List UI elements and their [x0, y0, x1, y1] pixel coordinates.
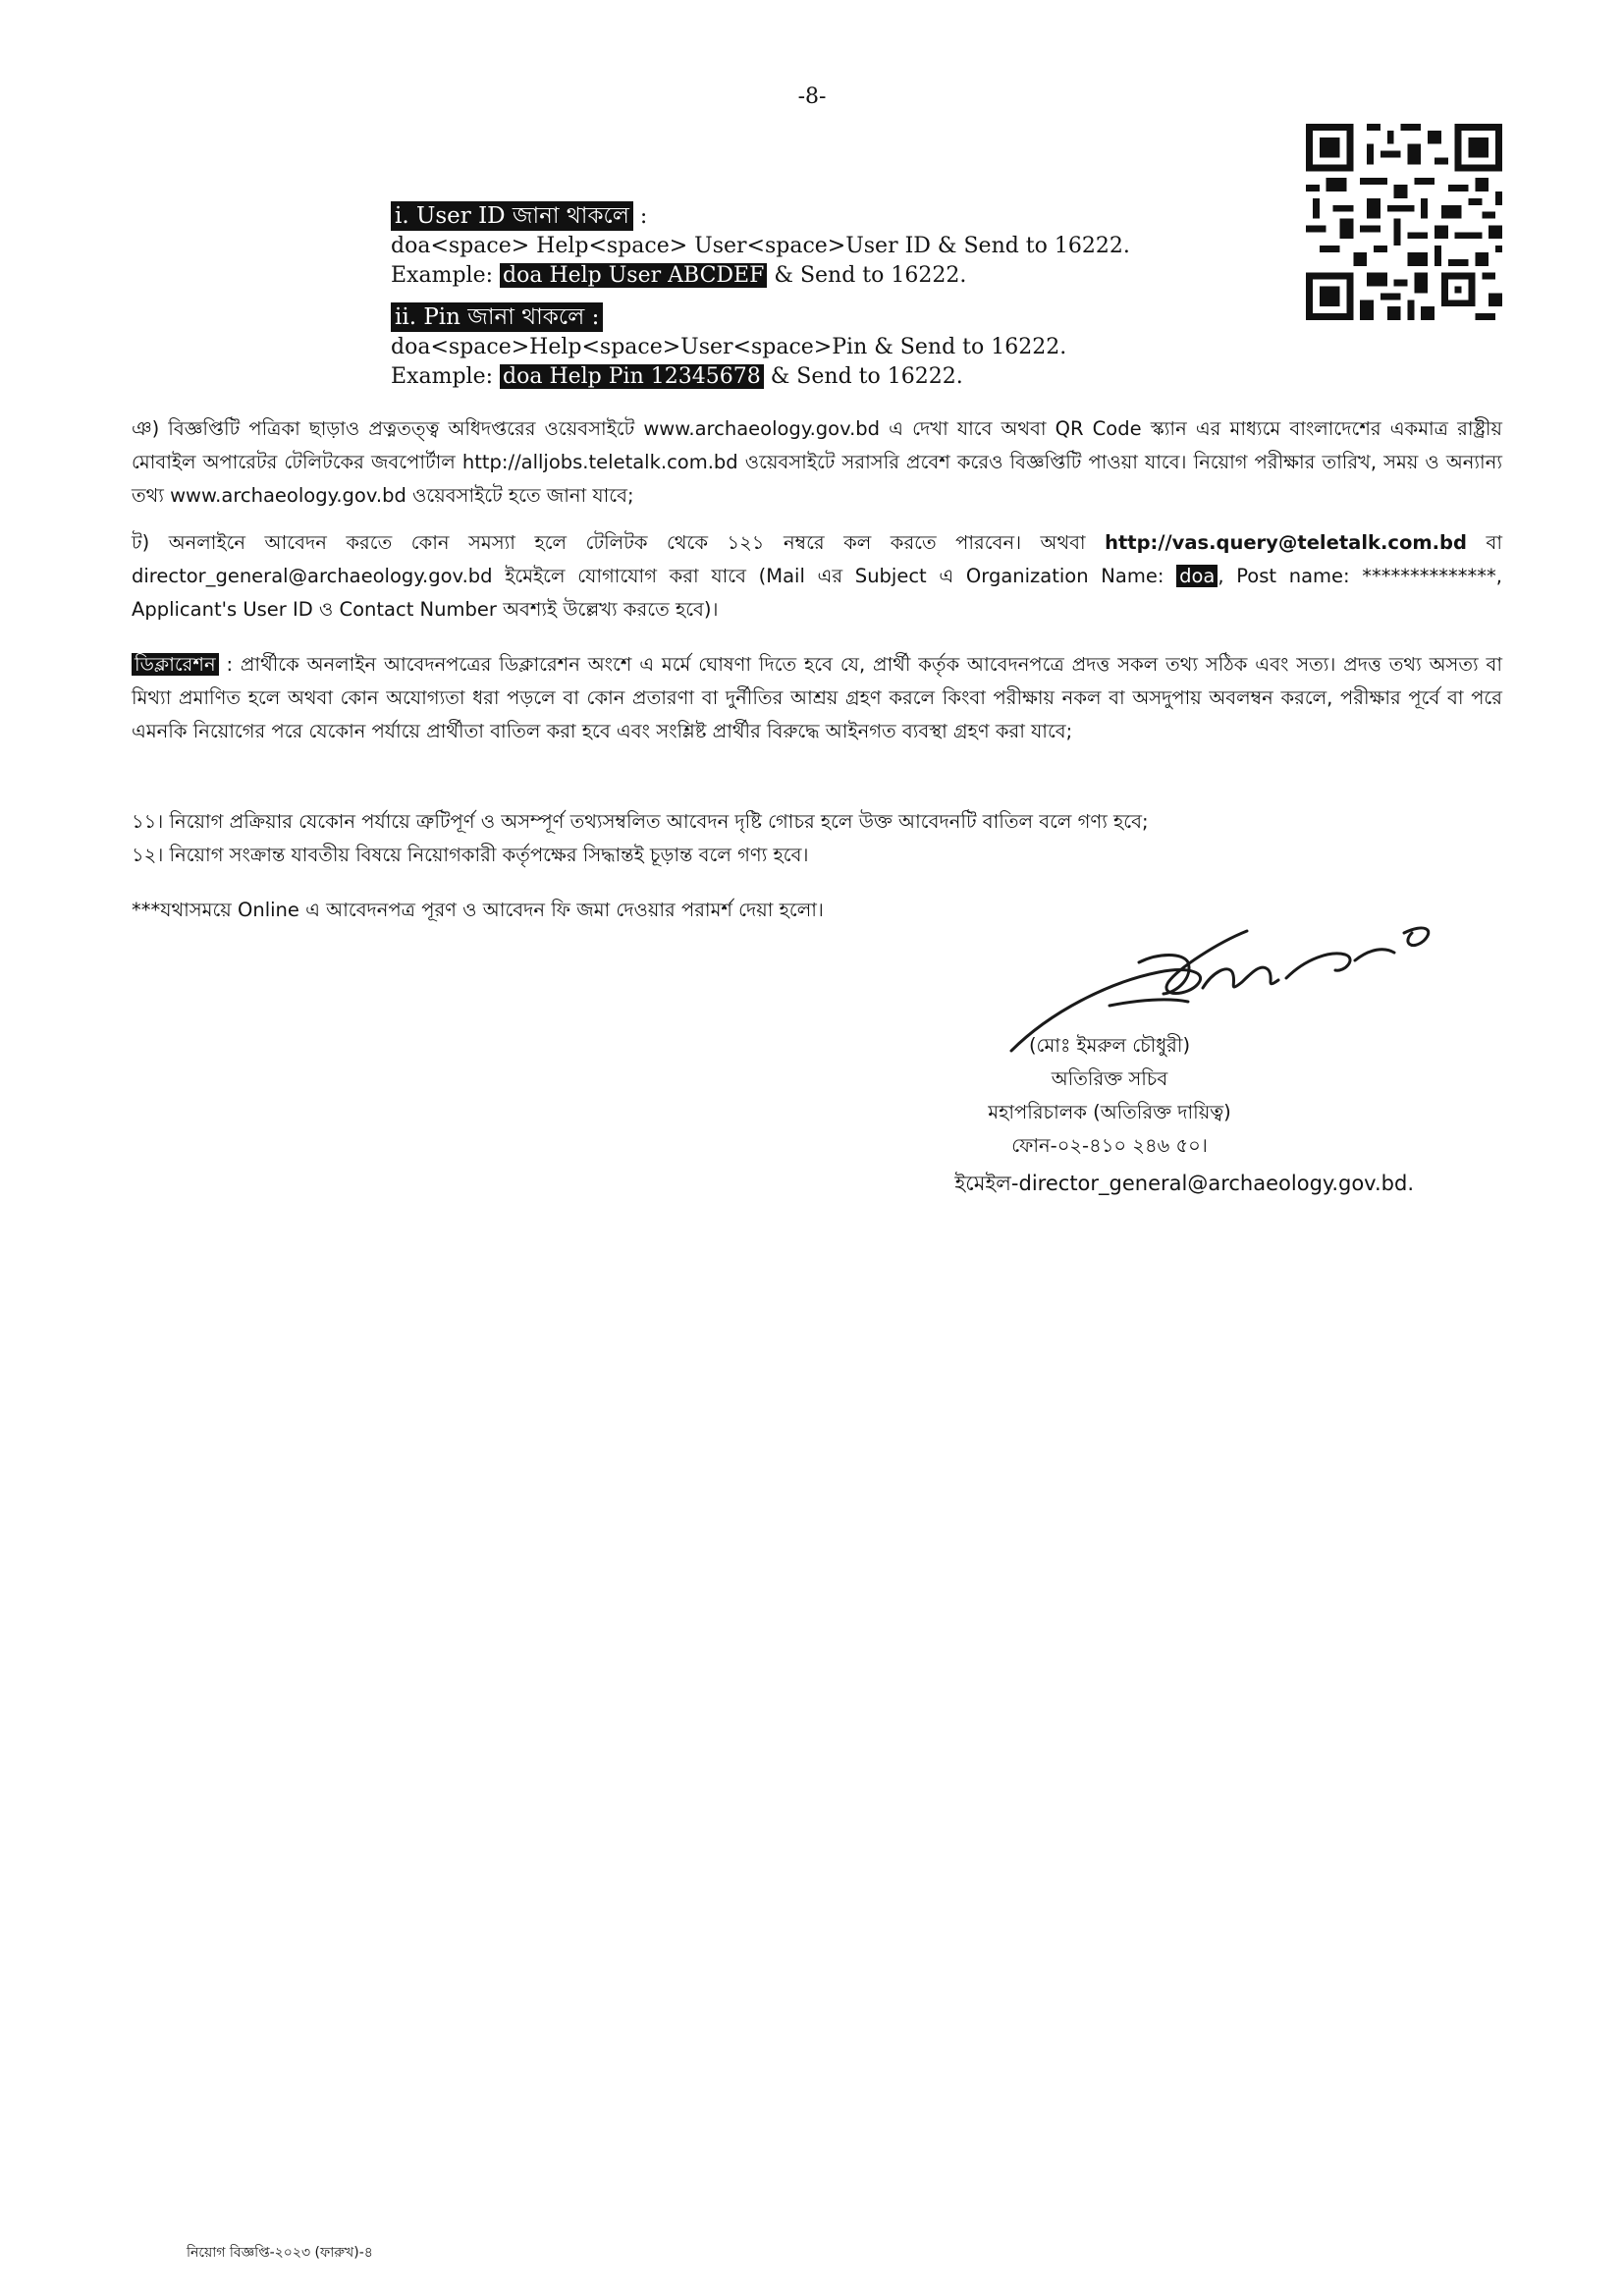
- signatory-role: মহাপরিচালক (অতিরিক্ত দায়িত্ব): [988, 1101, 1231, 1123]
- qr-code-icon[interactable]: [1306, 124, 1502, 320]
- organization-name-code: doa: [1176, 565, 1218, 587]
- pin-syntax: doa<space>Help<space>User<space>Pin & Send to 16222.: [391, 335, 1067, 359]
- item-12: ১২। নিয়োগ সংক্রান্ত যাবতীয় বিষয়ে নিয়োগকারী কর্তৃপক্ষের সিদ্ধান্তই চূড়ান্ত বলে গণ্য হবে।: [132, 844, 809, 866]
- signatory-name: (মোঃ ইমরুল চৌধুরী): [1028, 1034, 1191, 1057]
- pin-example-suffix: & Send to 16222.: [763, 364, 963, 389]
- user-id-header: i. User ID জানা থাকলে: [391, 201, 633, 231]
- teletalk-query-email[interactable]: http://vas.query@teletalk.com.bd: [1105, 531, 1467, 554]
- pin-header: ii. Pin জানা থাকলে :: [391, 302, 603, 332]
- item-11: ১১। নিয়োগ প্রক্রিয়ার যেকোন পর্যায়ে ত্রুটিপূর্ণ ও অসম্পূর্ণ তথ্যসম্বলিত আবেদন দৃষ্টি গোচর হলে উক্ত আবেদনটি বাতিল বলে গণ্য হবে;: [132, 810, 1149, 833]
- user-id-example-prefix: Example:: [391, 263, 500, 288]
- declaration-paragraph: [132, 648, 1502, 748]
- user-id-instructions: [391, 201, 1255, 291]
- paragraph-ni-text: ঞ) বিজ্ঞপ্তিটি পত্রিকা ছাড়াও প্রত্নতত্ত্ব অধিদপ্তরের ওয়েবসাইটে www.archaeology.gov.bd এ দেখা যাবে অথবা QR Code স্ক্যান এর মাধ্যমে বাংলাদেশের একমাত্র রাষ্ট্রীয় মোবাইল অপারেটর টেলিটকের জবপোর্টাল http://alljobs.teletalk.com.bd ওয়েবসাইটে সরাসরি প্রবেশ করেও বিজ্ঞপ্তিটি পাওয়া যাবে। নিয়োগ পরীক্ষার তারিখ, সময় ও অন্যান্য তথ্য www.archaeology.gov.bd ওয়েবসাইটে হতে জানা যাবে;: [132, 417, 1502, 507]
- declaration-label: ডিক্লারেশন: [132, 653, 219, 676]
- user-id-example-suffix: & Send to 16222.: [767, 263, 967, 288]
- paragraph-ta-part2: বা director_general@archaeology.gov.bd ইমেইলে যোগাযোগ করা যাবে (Mail এর Subject এ Organization Name:: [132, 531, 1502, 587]
- paragraph-ni: [132, 412, 1502, 513]
- signatory-email[interactable]: ইমেইল-director_general@archaeology.gov.bd.: [954, 1172, 1414, 1195]
- signatory-designation: অতিরিক্ত সচিব: [1051, 1067, 1168, 1090]
- pin-instructions: [391, 302, 1255, 392]
- pin-example-code: doa Help Pin 12345678: [500, 364, 764, 389]
- signatory-phone: ফোন-০২-৪১০ ২৪৬ ৫০।: [1011, 1134, 1208, 1157]
- numbered-items: [132, 805, 1502, 872]
- declaration-text: : প্রার্থীকে অনলাইন আবেদনপত্রের ডিক্লারেশন অংশে এ মর্মে ঘোষণা দিতে হবে যে, প্রার্থী কর্তৃক আবেদনপত্রে প্রদত্ত সকল তথ্য সঠিক এবং সত্য। প্রদত্ত তথ্য অসত্য বা মিথ্যা প্রমাণিত হলে অথবা কোন অযোগ্যতা ধরা পড়লে বা কোন প্রতারণা বা দুর্নীতির আশ্রয় গ্রহণ করলে কিংবা পরীক্ষায় নকল বা অসদুপায় অবলম্বন করলে, পরীক্ষার পূর্বে বা পরে এমনকি নিয়োগের পরে যেকোন পর্যায়ে প্রার্থীতা বাতিল করা হবে এবং সংশ্লিষ্ট প্রার্থীর বিরুদ্ধে আইনগত ব্যবস্থা গ্রহণ করা যাবে;: [132, 653, 1502, 742]
- paragraph-ta: [132, 526, 1502, 627]
- sms-instructions: [391, 201, 1255, 404]
- user-id-syntax: doa<space> Help<space> User<space>User ID & Send to 16222.: [391, 234, 1130, 258]
- page-number: -8-: [797, 84, 827, 109]
- user-id-example-code: doa Help User ABCDEF: [500, 263, 767, 288]
- footer-reference: নিয়োগ বিজ্ঞপ্তি-২০২৩ (ফারুখ)-৪: [187, 2245, 373, 2261]
- advice-text: ***যথাসময়ে Online এ আবেদনপত্র পূরণ ও আবেদন ফি জমা দেওয়ার পরামর্শ দেয়া হলো।: [132, 899, 824, 921]
- signature-block: [805, 1029, 1414, 1200]
- paragraph-ta-part1: ট) অনলাইনে আবেদন করতে কোন সমস্যা হলে টেলিটক থেকে ১২১ নম্বরে কল করতে পারবেন। অথবা: [132, 531, 1106, 554]
- paragraph-ta-part3: , Post name: **************, Applicant's User ID ও Contact Number অবশ্যই উল্লেখ্য করতে হবে)।: [132, 565, 1502, 621]
- pin-example-prefix: Example:: [391, 364, 500, 389]
- user-id-header-suffix: :: [632, 204, 648, 229]
